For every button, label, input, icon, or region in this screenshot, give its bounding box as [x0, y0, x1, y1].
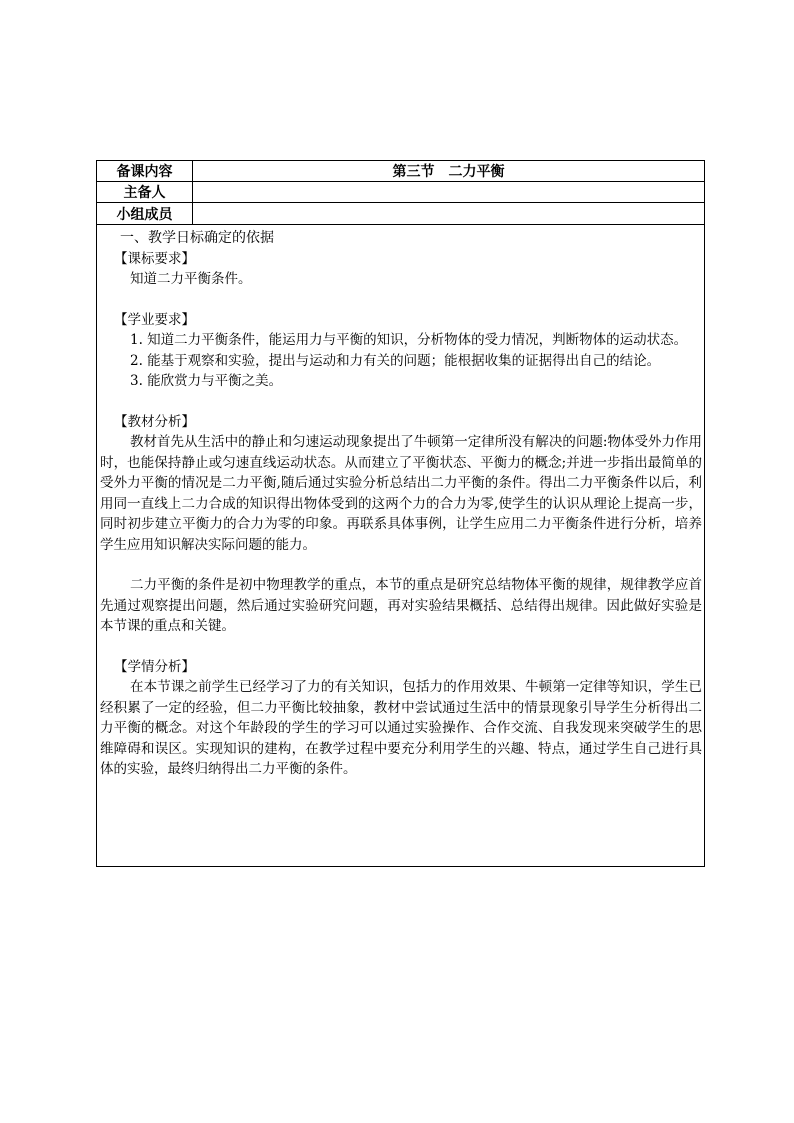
textbook-analysis-para-2: 二力平衡的条件是初中物理教学的重点，本节的重点是研究总结物体平衡的规律，规律教学应首先通过观察提出问题，然后通过实验研究问题，再对实验结果概括、总结得出规律。因此做好实验是本节课的重点和关键。: [100, 577, 702, 634]
course-standard-text: 知道二力平衡条件。: [130, 271, 252, 287]
student-analysis-title: 【学情分析】: [114, 658, 195, 675]
academic-item-2: 2. 能基于观察和实验，提出与运动和力有关的问题；能根据收集的证据得出自己的结论。: [130, 352, 661, 369]
value-lesson-title: 第三节 二力平衡: [392, 164, 505, 180]
table-row-content: [97, 161, 704, 182]
label-main-preparer: 主备人: [97, 182, 193, 202]
heading-basis: 一、教学日标确定的依据: [120, 230, 274, 246]
content-cell: [97, 225, 704, 780]
academic-item-3: 3. 能欣赏力与平衡之美。: [130, 373, 283, 389]
value-main-preparer[interactable]: [193, 182, 704, 202]
student-analysis-para-1: 在本节课之前学生已经学习了力的有关知识，包括力的作用效果、牛顿第一定律等知识，学生已经积累了一定的经验，但二力平衡比较抽象，教材中尝试通过生活中的情景现象引导学生分析得出二力平衡的概念。对这个年龄段的学生的学习可以通过实验操作、合作交流、自我发现来突破学生的思维障碍和误区。实现知识的建构，在教学过程中要充分利用学生的兴趣、特点，通过学生自己进行具体的实验，最终归纳得出二力平衡的条件。: [100, 679, 702, 777]
table-row-members: [97, 203, 704, 225]
textbook-analysis-title: 【教材分析】: [114, 413, 195, 430]
label-group-members: 小组成员: [97, 203, 193, 224]
course-standard-title: 【课标要求】: [114, 250, 195, 267]
spacer: [100, 392, 702, 412]
spacer: [100, 290, 702, 310]
academic-requirements-title: 【学业要求】: [114, 311, 195, 328]
spacer: [100, 637, 702, 657]
table-row-preparer: [97, 182, 704, 203]
spacer: [100, 555, 702, 575]
textbook-analysis-para-1: 教材首先从生活中的静止和匀速运动现象提出了牛顿第一定律所没有解决的问题:物体受外力作用时，也能保持静止或匀速直线运动状态。从而建立了平衡状态、平衡力的概念;并进一步指出最简单的受外力平衡的情况是二力平衡,随后通过实验分析总结出二力平衡的条件。得出二力平衡条件以后，利用同一直线上二力合成的知识得出物体受到的这两个力的合力为零,使学生的认识从理论上提高一步，同时初步建立平衡力的合力为零的印象。再联系具体事例，让学生应用二力平衡条件进行分析，培养学生应用知识解决实际问题的能力。: [100, 434, 702, 553]
label-lesson-content: 备课内容: [97, 161, 193, 181]
academic-item-1: 1. 知道二力平衡条件，能运用力与平衡的知识，分析物体的受力情况，判断物体的运动状态。: [130, 332, 688, 348]
value-group-members[interactable]: [193, 203, 704, 224]
lesson-plan-table: [96, 160, 705, 867]
